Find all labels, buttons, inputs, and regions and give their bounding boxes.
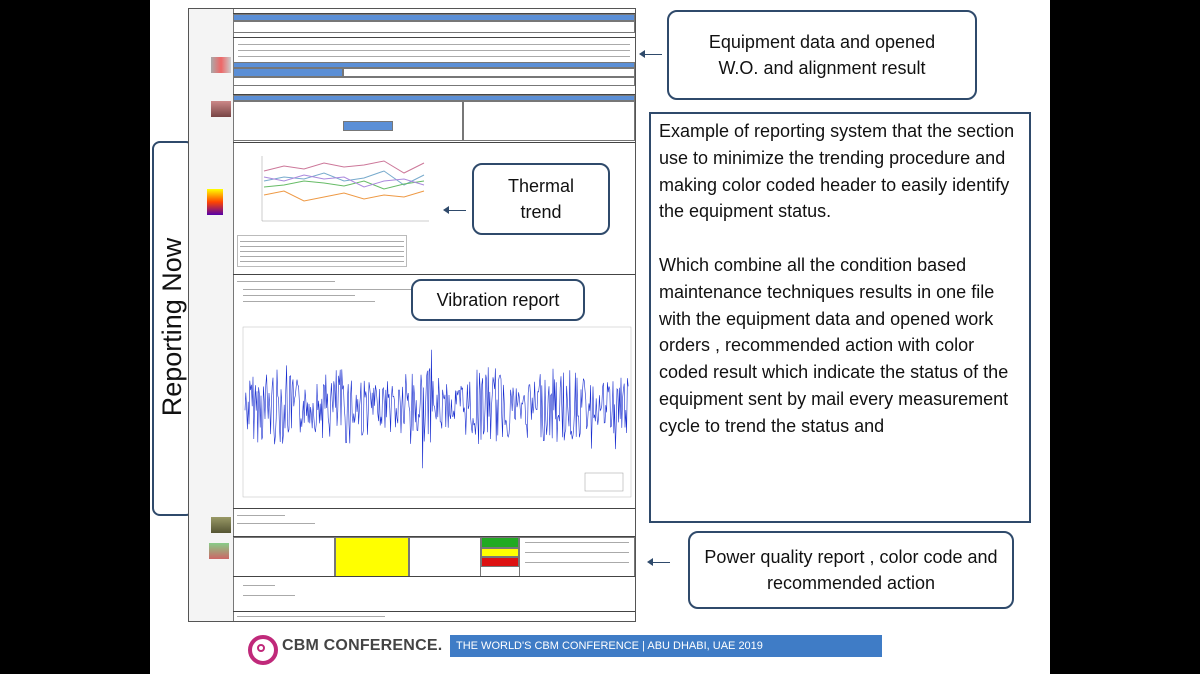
thermal-callout-text: Thermal trend xyxy=(507,176,574,222)
notes-block xyxy=(233,508,635,537)
cbm-logo-text: CBM CONFERENCE. xyxy=(282,637,443,654)
vibration-callout-text: Vibration report xyxy=(436,289,560,310)
arrow-left-icon xyxy=(448,210,466,211)
power-quality-callout xyxy=(688,531,1014,609)
thermal-image-thumbnail xyxy=(207,189,223,215)
thermal-data-table xyxy=(237,235,407,267)
status-green-cell xyxy=(481,537,519,548)
description-box xyxy=(649,112,1031,523)
description-paragraph-2: Which combine all the condition based maintenance techniques results in one file with the equipment data and opened work orders , recommended action with color coded result which indicate the status of the equipment sent by mail every measurement cycle to trend the status and xyxy=(659,254,1009,436)
cbm-logo-icon xyxy=(248,635,278,665)
power-thumbnail xyxy=(209,543,229,559)
recommendations-block xyxy=(233,576,635,611)
equipment-callout xyxy=(667,10,977,100)
equipment-data-block xyxy=(233,37,635,92)
vibration-waveform-chart xyxy=(235,325,633,501)
equipment-callout-text: Equipment data and opened W.O. and alignment result xyxy=(708,32,936,78)
arrow-left-icon xyxy=(644,54,662,55)
power-quality-block xyxy=(233,536,635,577)
power-quality-callout-text: Power quality report , color code and recommended action xyxy=(704,547,998,593)
equipment-thumbnail xyxy=(211,57,231,73)
status-red-cell xyxy=(481,557,519,567)
work-order-block xyxy=(233,94,635,143)
motor-thumbnail xyxy=(211,101,231,117)
thermal-callout xyxy=(472,163,610,235)
description-paragraph-1: Example of reporting system that the section use to minimize the trending procedure and making color coded header to easily identify the equipment status. xyxy=(659,121,1015,222)
slide-footer xyxy=(150,628,1050,674)
header-blue-bar xyxy=(233,14,635,21)
conference-banner: THE WORLD'S CBM CONFERENCE | ABU DHABI, UAE 2019 xyxy=(450,635,882,657)
report-sidebar xyxy=(189,9,234,621)
header-values xyxy=(233,21,635,33)
vertical-title: Reporting Now xyxy=(157,237,187,417)
vibration-callout xyxy=(411,279,585,321)
arrow-left-icon xyxy=(652,562,670,563)
thermal-trend-chart xyxy=(259,151,439,231)
footer-note-row xyxy=(233,611,635,621)
work-order-blue-cell xyxy=(343,121,393,131)
slide xyxy=(150,0,1050,674)
status-yellow-cell xyxy=(335,537,409,577)
pump-thumbnail xyxy=(211,517,231,533)
status-yellow-small-cell xyxy=(481,548,519,557)
alignment-blue-cell xyxy=(233,68,343,77)
report-header-row xyxy=(233,13,635,34)
